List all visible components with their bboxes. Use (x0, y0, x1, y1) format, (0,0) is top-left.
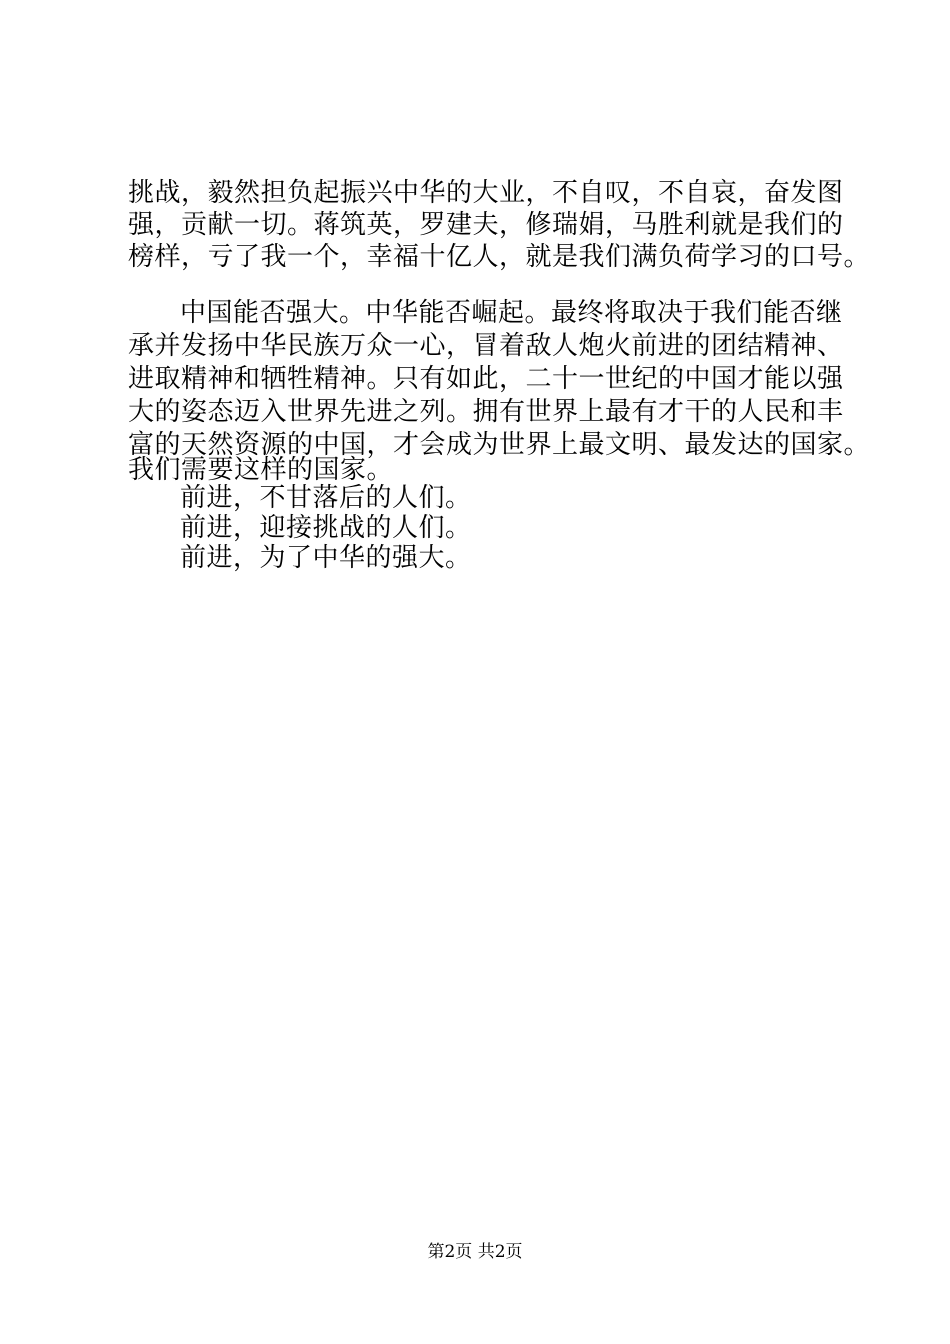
slogan-line-3: 前进，为了中华的强大。 (180, 543, 472, 573)
paragraph-2-line-2: 承并发扬中华民族万众一心，冒着敌人炮火前进的团结精神、 (128, 331, 844, 361)
paragraph-1-line-2: 强，贡献一切。蒋筑英，罗建夫，修瑞娟，马胜利就是我们的 (128, 210, 844, 240)
paragraph-2-line-1: 中国能否强大。中华能否崛起。最终将取决于我们能否继 (180, 298, 843, 328)
paragraph-2-line-4: 大的姿态迈入世界先进之列。拥有世界上最有才干的人民和丰 (128, 397, 844, 427)
paragraph-2-line-3: 进取精神和牺牲精神。只有如此，二十一世纪的中国才能以强 (128, 364, 844, 394)
page-footer: 第2页 共2页 (427, 1242, 523, 1262)
slogan-line-1: 前进，不甘落后的人们。 (180, 483, 472, 513)
paragraph-2-line-5: 富的天然资源的中国，才会成为世界上最文明、最发达的国家。 (128, 430, 871, 460)
paragraph-1-line-3: 榜样，亏了我一个，幸福十亿人，就是我们满负荷学习的口号。 (128, 242, 871, 272)
paragraph-2-line-6: 我们需要这样的国家。 (128, 455, 394, 485)
paragraph-1-line-1: 挑战，毅然担负起振兴中华的大业，不自叹，不自哀，奋发图 (128, 178, 844, 208)
slogan-line-2: 前进，迎接挑战的人们。 (180, 513, 472, 543)
